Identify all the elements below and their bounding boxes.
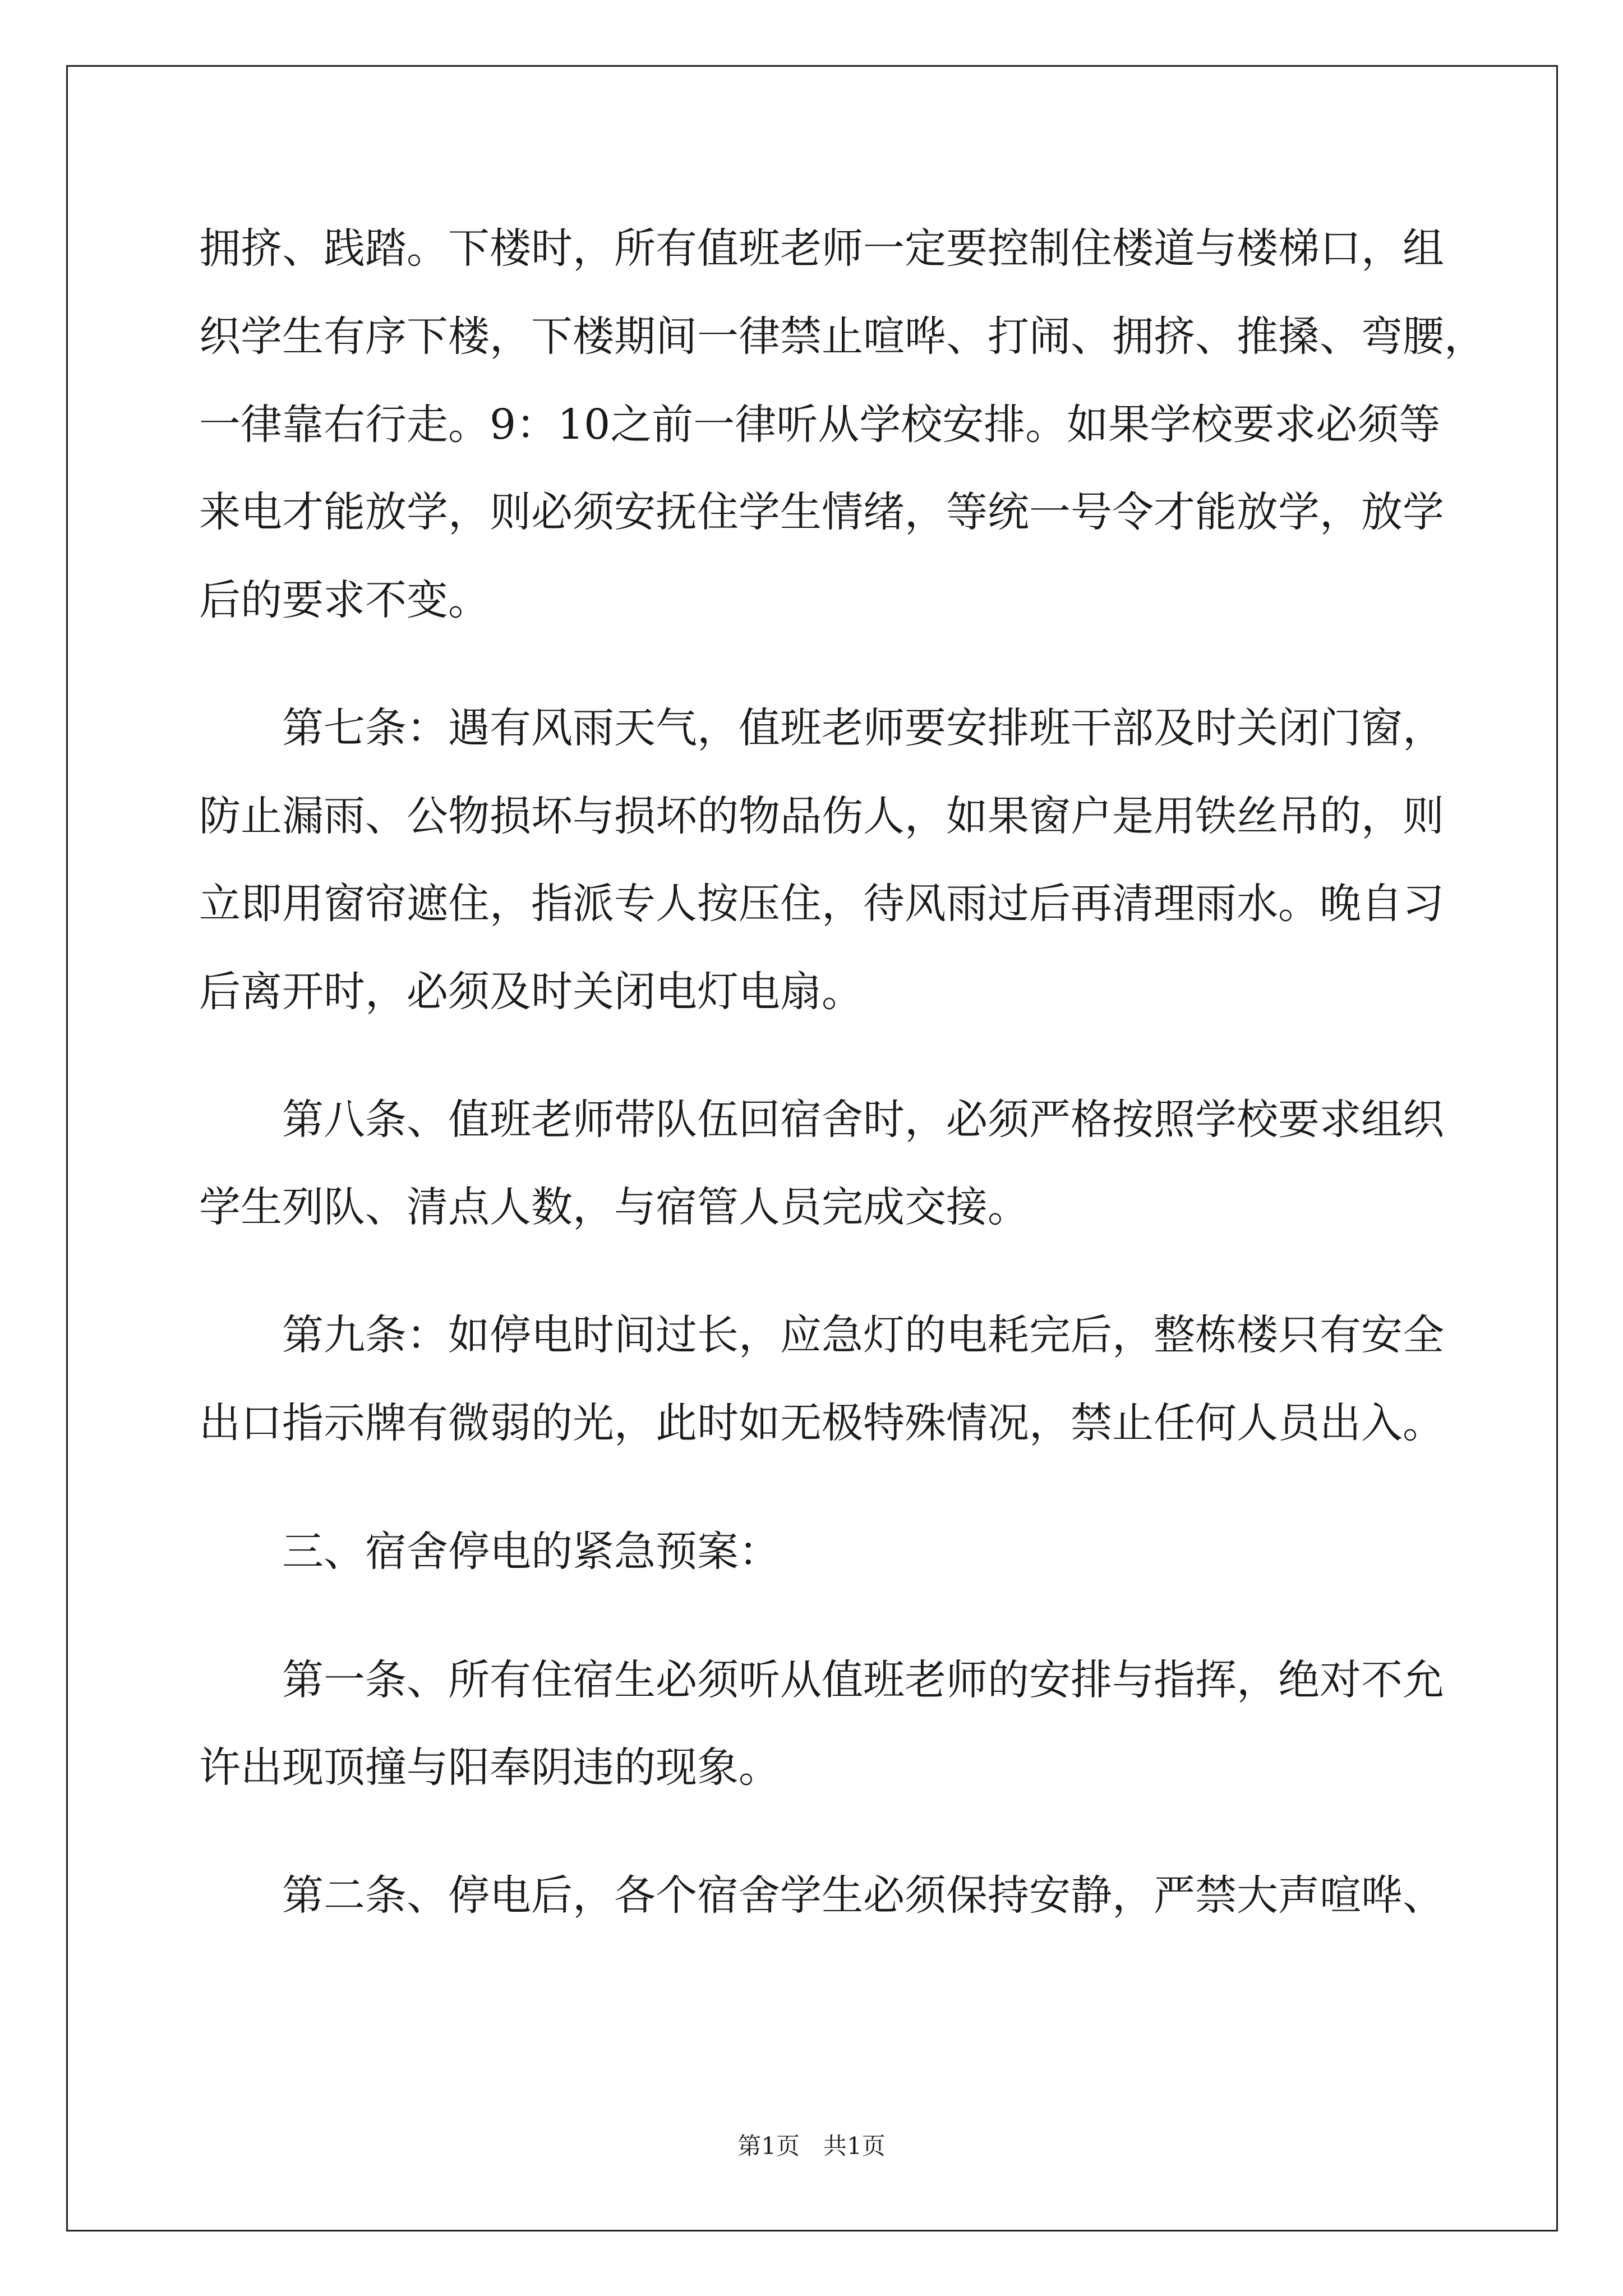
- text-line: 后的要求不变。: [199, 576, 490, 624]
- text-line: 第九条：如停电时间过长，应急灯的电耗完后，整栋楼只有安全: [199, 1311, 1444, 1359]
- text-line: 第一条、所有住宿生必须听从值班老师的安排与指挥，绝对不允: [199, 1656, 1444, 1704]
- text-line: 许出现顶撞与阳奉阴违的现象。: [199, 1743, 780, 1792]
- text-line: 织学生有序下楼，下楼期间一律禁止喧哗、打闹、拥挤、推搡、弯腰，: [199, 312, 1486, 361]
- text-line: 学生列队、清点人数，与宿管人员完成交接。: [199, 1183, 1029, 1231]
- page-footer: [0, 2129, 1623, 2163]
- text-line: 出口指示牌有微弱的光，此时如无极特殊情况，禁止任何人员出入。: [199, 1399, 1444, 1447]
- text-line: 第二条、停电后，各个宿舍学生必须保持安静，严禁大声喧哗、: [199, 1871, 1444, 1920]
- text-line: 拥挤、践踏。下楼时，所有值班老师一定要控制住楼道与楼梯口，组: [199, 224, 1444, 273]
- text-line: 来电才能放学，则必须安抚住学生情绪，等统一号令才能放学，放学: [199, 488, 1444, 536]
- text-line: 防止漏雨、公物损坏与损坏的物品伤人，如果窗户是用铁丝吊的，则: [199, 792, 1444, 840]
- text-line: 立即用窗帘遮住，指派专人按压住，待风雨过后再清理雨水。晚自习: [199, 880, 1444, 928]
- text-line: 第八条、值班老师带队伍回宿舍时，必须严格按照学校要求组织: [199, 1096, 1444, 1144]
- text-line: 三、宿舍停电的紧急预案：: [199, 1527, 780, 1576]
- text-line: 后离开时，必须及时关闭电灯电扇。: [199, 968, 863, 1016]
- text-line: 一律靠右行走。9：10之前一律听从学校安排。如果学校要求必须等: [199, 401, 1441, 449]
- text-line: 第七条：遇有风雨天气，值班老师要安排班干部及时关闭门窗，: [199, 704, 1444, 752]
- page-number: 第1页 共1页: [737, 2132, 886, 2160]
